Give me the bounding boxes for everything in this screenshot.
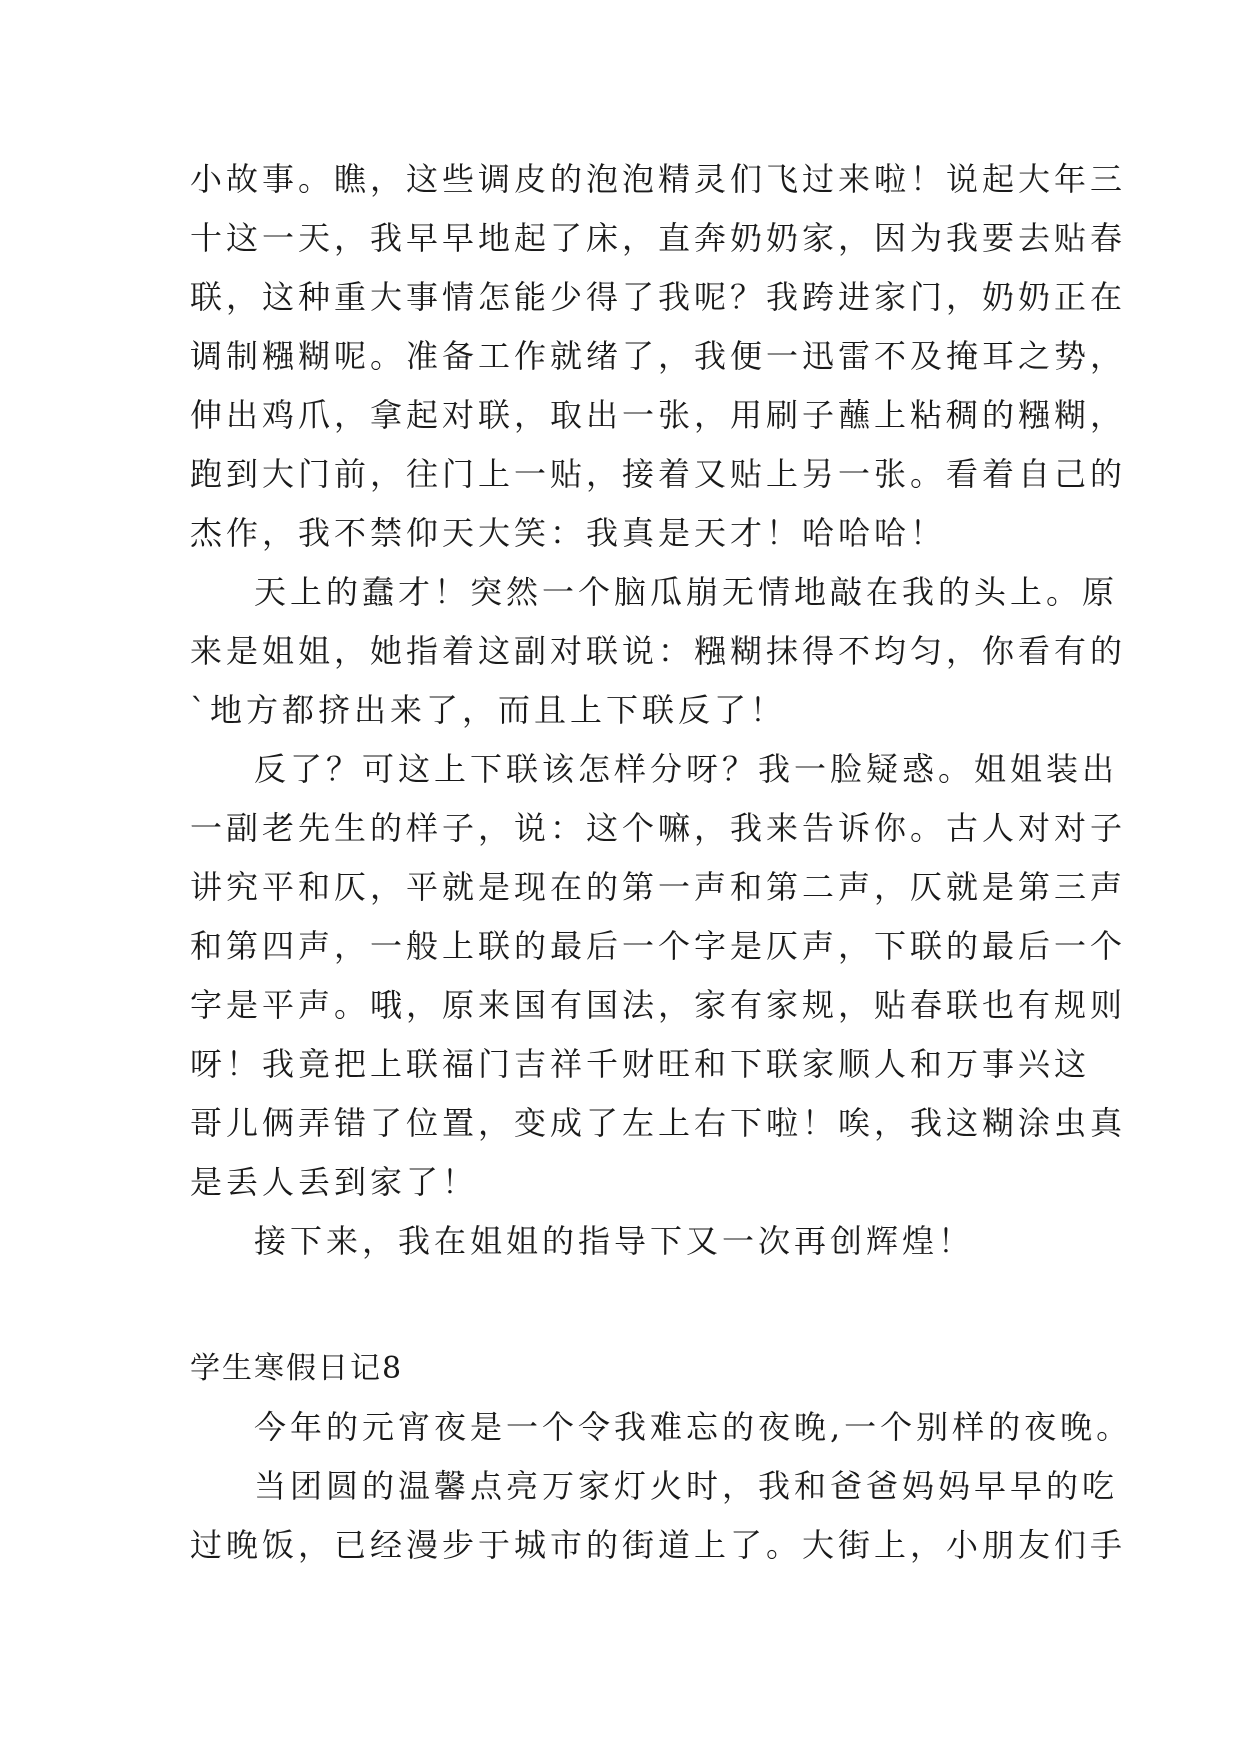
text-line: `地方都挤出来了，而且上下联反了！: [190, 691, 787, 729]
text-line: 讲究平和仄，平就是现在的第一声和第二声，仄就是第三声: [190, 868, 1127, 906]
text-line: 接下来，我在姐姐的指导下又一次再创辉煌！: [254, 1222, 975, 1260]
text-line: 调制糨糊呢。准备工作就绪了，我便一迅雷不及掩耳之势，: [190, 337, 1127, 375]
text-line: 哥儿俩弄错了位置，变成了左上右下啦！唉，我这糊涂虫真: [190, 1104, 1127, 1142]
text-line: 跑到大门前，往门上一贴，接着又贴上另一张。看着自己的: [190, 455, 1127, 493]
text-line: 杰作，我不禁仰天大笑：我真是天才！哈哈哈！: [190, 514, 947, 552]
text-line: 反了？可这上下联该怎样分呀？我一脸疑惑。姐姐装出: [254, 750, 1119, 788]
text-line: 天上的蠢才！突然一个脑瓜崩无情地敲在我的头上。原: [254, 573, 1119, 611]
text-line: 一副老先生的样子，说：这个嘛，我来告诉你。古人对对子: [190, 809, 1127, 847]
text-line: 和第四声，一般上联的最后一个字是仄声，下联的最后一个: [190, 927, 1127, 965]
text-line: 十这一天，我早早地起了床，直奔奶奶家，因为我要去贴春: [190, 219, 1127, 257]
paragraph-3: [190, 740, 1127, 1212]
text-line: 今年的元宵夜是一个令我难忘的夜晚,一个别样的夜晚。: [254, 1408, 1133, 1446]
document-page: [190, 150, 1133, 1575]
text-line: 字是平声。哦，原来国有国法，家有家规，贴春联也有规则: [190, 986, 1127, 1024]
text-line: 呀！我竟把上联福门吉祥千财旺和下联家顺人和万事兴这: [190, 1045, 1091, 1083]
text-line: 当团圆的温馨点亮万家灯火时，我和爸爸妈妈早早的吃: [254, 1467, 1119, 1505]
paragraph-4: [190, 1212, 1060, 1271]
text-line: 是丢人丢到家了！: [190, 1163, 479, 1201]
text-line: 小故事。瞧，这些调皮的泡泡精灵们飞过来啦！说起大年三: [190, 160, 1127, 198]
section-spacer: [190, 1271, 1060, 1339]
paragraph-6: [190, 1457, 1127, 1575]
text-line: 过晚饭，已经漫步于城市的街道上了。大街上，小朋友们手: [190, 1526, 1127, 1564]
paragraph-5: [190, 1398, 1133, 1457]
paragraph-2: [190, 563, 1127, 740]
paragraph-1: [190, 150, 1127, 563]
text-line: 来是姐姐，她指着这副对联说：糨糊抹得不均匀，你看有的: [190, 632, 1127, 670]
text-line: 伸出鸡爪，拿起对联，取出一张，用刷子蘸上粘稠的糨糊，: [190, 396, 1127, 434]
section-title: 学生寒假日记8: [190, 1351, 404, 1386]
text-line: 联，这种重大事情怎能少得了我呢？我跨进家门，奶奶正在: [190, 278, 1127, 316]
